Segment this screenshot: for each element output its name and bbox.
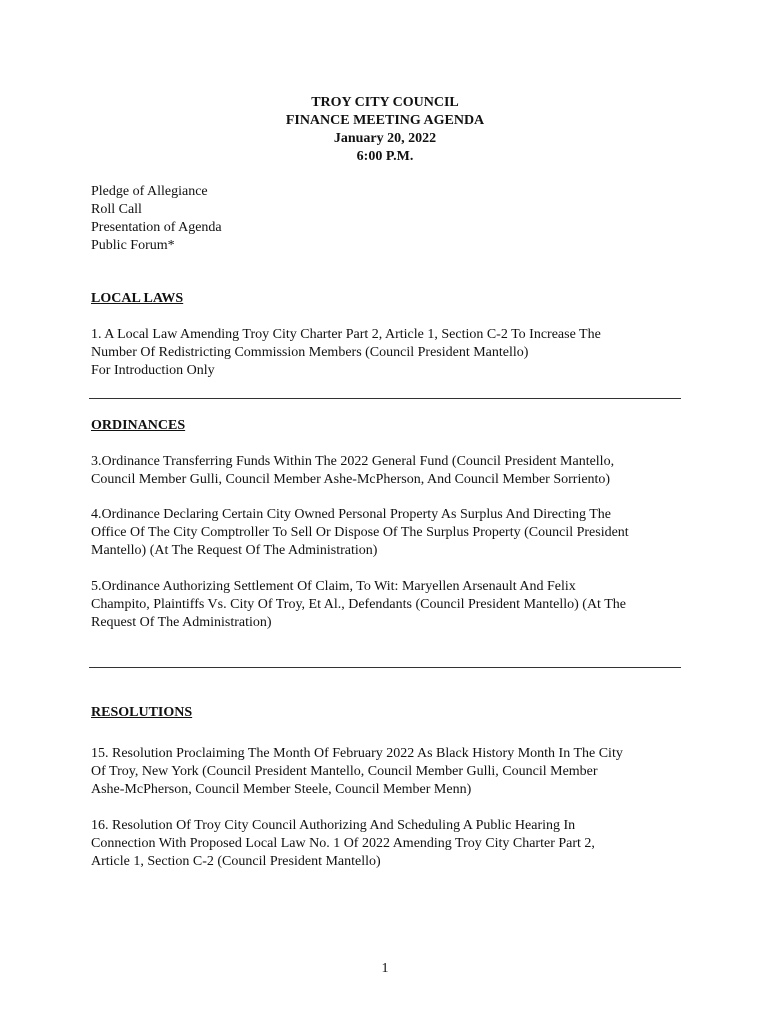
- meeting-time: 6:00 P.M.: [356, 149, 414, 164]
- item-line: Office Of The City Comptroller To Sell Or Dispose Of The Surplus Property (Council President: [91, 525, 629, 540]
- meeting-title: FINANCE MEETING AGENDA: [285, 113, 485, 128]
- local-laws-heading: LOCAL LAWS: [91, 291, 184, 306]
- section-divider: [89, 398, 681, 399]
- item-line: Champito, Plaintiffs Vs. City Of Troy, Et Al., Defendants (Council President Mantello) (At The: [91, 597, 626, 612]
- resolution-item-16: [91, 817, 681, 871]
- page-number: 1: [381, 961, 389, 976]
- resolutions-heading: RESOLUTIONS: [91, 705, 193, 720]
- opening-item: Roll Call: [91, 202, 142, 217]
- item-line: Request Of The Administration): [91, 615, 272, 630]
- opening-item: Public Forum*: [91, 238, 175, 253]
- item-line: 1. A Local Law Amending Troy City Charter Part 2, Article 1, Section C-2 To Increase The: [91, 327, 601, 342]
- resolution-item-15: [91, 745, 681, 799]
- item-line: Connection With Proposed Local Law No. 1 Of 2022 Amending Troy City Charter Part 2,: [91, 836, 595, 851]
- ordinance-item-4: [91, 506, 681, 560]
- item-line: 15. Resolution Proclaiming The Month Of February 2022 As Black History Month In The City: [91, 746, 623, 761]
- item-line: Of Troy, New York (Council President Mantello, Council Member Gulli, Council Member: [91, 764, 598, 779]
- item-line: 3.Ordinance Transferring Funds Within The 2022 General Fund (Council President Mantello,: [91, 454, 615, 469]
- section-divider: [89, 667, 681, 668]
- agenda-header: [0, 94, 770, 166]
- council-name: TROY CITY COUNCIL: [311, 95, 459, 110]
- item-line: Article 1, Section C-2 (Council President Mantello): [91, 854, 381, 869]
- local-law-item-1: [91, 326, 681, 380]
- ordinance-item-3: [91, 453, 681, 489]
- meeting-date: January 20, 2022: [333, 131, 437, 146]
- item-line: Ashe-McPherson, Council Member Steele, Council Member Menn): [91, 782, 472, 797]
- opening-item: Presentation of Agenda: [91, 220, 222, 235]
- ordinance-item-5: [91, 578, 681, 632]
- item-line: 5.Ordinance Authorizing Settlement Of Claim, To Wit: Maryellen Arsenault And Felix: [91, 579, 576, 594]
- item-line: For Introduction Only: [91, 363, 215, 378]
- ordinances-heading: ORDINANCES: [91, 418, 186, 433]
- item-line: 16. Resolution Of Troy City Council Authorizing And Scheduling A Public Hearing In: [91, 818, 576, 833]
- item-line: 4.Ordinance Declaring Certain City Owned Personal Property As Surplus And Directing The: [91, 507, 611, 522]
- opening-item: Pledge of Allegiance: [91, 184, 208, 199]
- opening-items: [91, 183, 681, 255]
- item-line: Number Of Redistricting Commission Members (Council President Mantello): [91, 345, 529, 360]
- item-line: Mantello) (At The Request Of The Administration): [91, 543, 378, 558]
- item-line: Council Member Gulli, Council Member Ashe-McPherson, And Council Member Sorriento): [91, 472, 611, 487]
